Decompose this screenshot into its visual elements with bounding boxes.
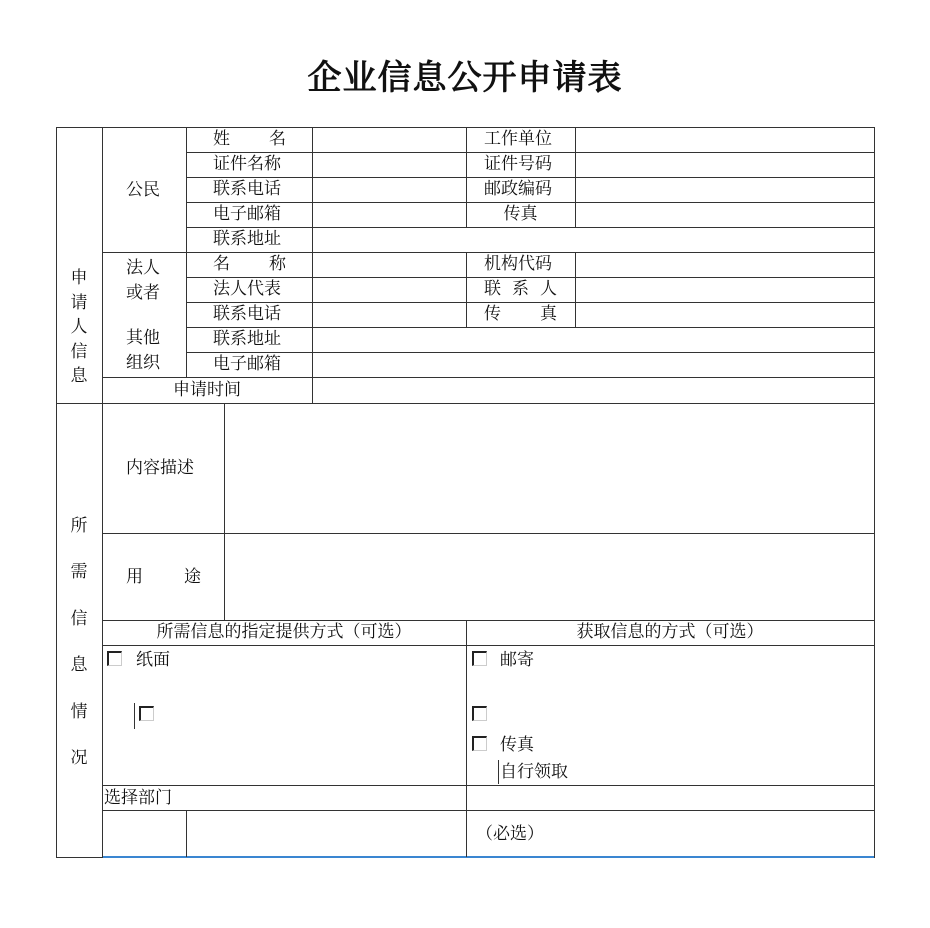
- table-border-bottom-blue: [102, 856, 874, 858]
- legal-org-code-label: 机构代码: [484, 254, 552, 274]
- legal-email-label: 电子邮箱: [213, 354, 281, 374]
- citizen-group-label: 公民: [126, 180, 160, 200]
- section-line: [56, 403, 874, 404]
- legal-group-label-4: 组织: [126, 353, 160, 373]
- select-dept-label: 选择部门: [104, 788, 172, 808]
- text-cursor: [498, 760, 499, 784]
- mail-option-label: 邮寄: [500, 650, 534, 670]
- citizen-address-label: 联系地址: [213, 229, 281, 249]
- col-line: [575, 127, 576, 227]
- legal-group-label-1: 法人: [126, 258, 160, 278]
- legal-phone-label: 联系电话: [213, 304, 281, 324]
- citizen-postcode-label: 邮政编码: [484, 179, 552, 199]
- apply-time-label: 申请时间: [173, 380, 241, 400]
- self-pickup-option-label: 自行领取: [500, 762, 568, 782]
- purpose-label: 用 途: [126, 567, 201, 587]
- citizen-id-name-label: 证件名称: [213, 154, 281, 174]
- table-border-right: [874, 127, 875, 858]
- col-line: [466, 620, 467, 857]
- legal-name-label: 名 称: [213, 254, 286, 274]
- fax-option-label: 传真: [500, 735, 534, 755]
- legal-group-label-2: 或者: [126, 283, 160, 303]
- col-line: [224, 403, 225, 620]
- fax-checkbox[interactable]: [472, 736, 487, 751]
- text-cursor: [134, 703, 135, 729]
- row-line: [102, 810, 874, 811]
- section-info-label: 所 需 信 息 情 况: [70, 516, 88, 769]
- legal-group-label-3: 其他: [126, 328, 160, 348]
- provide-header: 所需信息的指定提供方式（可选）: [156, 622, 412, 642]
- citizen-email-label: 电子邮箱: [213, 204, 281, 224]
- citizen-id-number-label: 证件号码: [484, 154, 552, 174]
- table-border-bottom: [56, 857, 102, 858]
- row-line: [102, 645, 874, 646]
- provide-option-checkbox[interactable]: [139, 706, 154, 721]
- table-border-top: [56, 127, 874, 128]
- required-note: （必选）: [476, 824, 544, 844]
- obtain-header: 获取信息的方式（可选）: [576, 622, 764, 642]
- section-applicant-label: 申 请 人 信 息: [70, 268, 88, 387]
- legal-fax-label: 传 真: [484, 304, 557, 324]
- paper-checkbox[interactable]: [107, 651, 122, 666]
- row-line: [186, 352, 874, 353]
- citizen-fax-label: 传真: [503, 204, 538, 224]
- row-line: [186, 327, 874, 328]
- legal-rep-label: 法人代表: [213, 279, 281, 299]
- citizen-phone-label: 联系电话: [213, 179, 281, 199]
- obtain-option-checkbox[interactable]: [472, 706, 487, 721]
- legal-contact-label: 联 系 人: [484, 279, 557, 299]
- row-line: [186, 227, 874, 228]
- content-desc-label: 内容描述: [126, 458, 194, 478]
- col-line: [102, 127, 103, 858]
- col-line: [312, 127, 313, 403]
- row-line: [102, 533, 874, 534]
- mail-checkbox[interactable]: [472, 651, 487, 666]
- legal-address-label: 联系地址: [213, 329, 281, 349]
- page-title: 企业信息公开申请表: [307, 58, 623, 98]
- col-line: [575, 252, 576, 327]
- row-line: [102, 785, 874, 786]
- col-line: [186, 127, 187, 377]
- table-border-left: [56, 127, 57, 858]
- col-line: [466, 252, 467, 327]
- col-line: [186, 810, 187, 857]
- citizen-work-unit-label: 工作单位: [484, 129, 552, 149]
- paper-option-label: 纸面: [136, 650, 170, 670]
- citizen-name-label: 姓 名: [213, 129, 286, 149]
